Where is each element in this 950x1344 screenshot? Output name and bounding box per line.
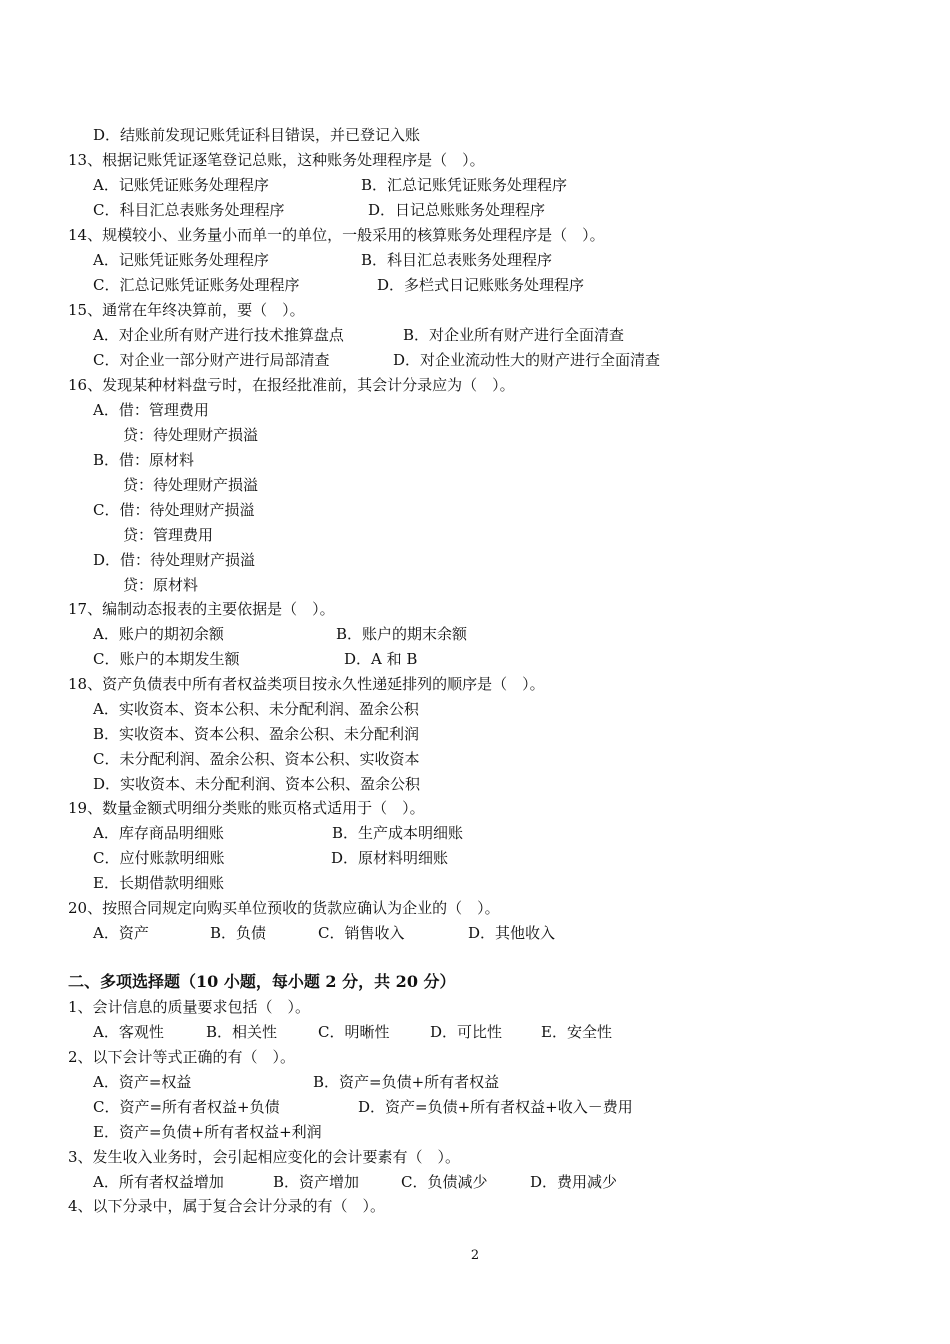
option-text: A．实收资本、资本公积、未分配利润、盈余公积 (93, 700, 419, 718)
option-text: C．账户的本期发生额 (93, 650, 240, 668)
option-text: C．汇总记账凭证账务处理程序 (93, 276, 300, 294)
option-text: A．记账凭证账务处理程序 (93, 176, 269, 194)
section-heading: 二、多项选择题（10 小题，每小题 2 分，共 20 分） (68, 972, 456, 991)
page-number: 2 (470, 1248, 480, 1263)
question-text: 17、编制动态报表的主要依据是（ ）。 (68, 600, 335, 618)
question-text: 15、通常在年终决算前，要（ ）。 (68, 301, 305, 319)
option-subline: 贷：待处理财产损溢 (123, 476, 259, 494)
option-text: D．结账前发现记账凭证科目错误，并已登记入账 (93, 126, 421, 144)
option-text: A．库存商品明细账 (93, 824, 224, 842)
option-text: D．对企业流动性大的财产进行全面清查 (393, 351, 661, 369)
option-text: D．可比性 (430, 1023, 503, 1041)
option-text: D．借：待处理财产损溢 (93, 551, 256, 569)
option-text: A．所有者权益增加 (93, 1173, 224, 1191)
question-text: 13、根据记账凭证逐笔登记总账，这种账务处理程序是（ ）。 (68, 151, 485, 169)
option-text: B．相关性 (206, 1023, 278, 1041)
option-text: E．长期借款明细账 (93, 874, 224, 892)
option-text: C．销售收入 (318, 924, 405, 942)
option-text: D．费用减少 (530, 1173, 618, 1191)
option-text: B．资产增加 (273, 1173, 360, 1191)
option-text: C．借：待处理财产损溢 (93, 501, 255, 519)
option-text: A．对企业所有财产进行技术推算盘点 (93, 326, 344, 344)
option-text: C．资产=所有者权益+负债 (93, 1098, 280, 1116)
question-text: 4、以下分录中，属于复合会计分录的有（ ）。 (68, 1197, 386, 1215)
question-text: 3、发生收入业务时，会引起相应变化的会计要素有（ ）。 (68, 1148, 461, 1166)
option-text: B．科目汇总表账务处理程序 (361, 251, 553, 269)
option-text: A．借：管理费用 (93, 401, 209, 419)
option-text: D．资产=负债+所有者权益+收入－费用 (358, 1098, 633, 1116)
option-text: D．其他收入 (468, 924, 556, 942)
option-text: C．科目汇总表账务处理程序 (93, 201, 285, 219)
question-text: 20、按照合同规定向购买单位预收的货款应确认为企业的（ ）。 (68, 899, 500, 917)
option-text: B．汇总记账凭证账务处理程序 (361, 176, 568, 194)
option-text: B．负债 (210, 924, 267, 942)
option-text: D．多栏式日记账账务处理程序 (377, 276, 585, 294)
option-text: B．实收资本、资本公积、盈余公积、未分配利润 (93, 725, 420, 743)
option-text: B．生产成本明细账 (332, 824, 464, 842)
option-text: C．未分配利润、盈余公积、资本公积、实收资本 (93, 750, 420, 768)
option-text: D．A 和 B (344, 650, 418, 668)
question-text: 19、数量金额式明细分类账的账页格式适用于（ ）。 (68, 799, 425, 817)
option-text: C．应付账款明细账 (93, 849, 225, 867)
question-text: 14、规模较小、业务量小而单一的单位，一般采用的核算账务处理程序是（ ）。 (68, 226, 605, 244)
option-text: E．资产=负债+所有者权益+利润 (93, 1123, 322, 1141)
question-text: 2、以下会计等式正确的有（ ）。 (68, 1048, 296, 1066)
option-text: B．账户的期末余额 (336, 625, 468, 643)
question-text: 16、发现某种材料盘亏时，在报经批准前，其会计分录应为（ ）。 (68, 376, 515, 394)
option-text: C．明晰性 (318, 1023, 390, 1041)
option-text: B．对企业所有财产进行全面清查 (403, 326, 625, 344)
option-text: B．资产=负债+所有者权益 (313, 1073, 500, 1091)
option-text: D．日记总账账务处理程序 (368, 201, 546, 219)
option-text: A．资产=权益 (93, 1073, 192, 1091)
option-text: C．负债减少 (401, 1173, 488, 1191)
option-text: A．资产 (93, 924, 149, 942)
option-text: C．对企业一部分财产进行局部清查 (93, 351, 330, 369)
option-text: D．实收资本、未分配利润、资本公积、盈余公积 (93, 775, 421, 793)
option-text: A．账户的期初余额 (93, 625, 224, 643)
option-text: E．安全性 (541, 1023, 612, 1041)
option-text: A．记账凭证账务处理程序 (93, 251, 269, 269)
option-subline: 贷：待处理财产损溢 (123, 426, 259, 444)
option-text: D．原材料明细账 (331, 849, 449, 867)
option-subline: 贷：管理费用 (123, 526, 214, 544)
option-text: A．客观性 (93, 1023, 164, 1041)
question-text: 1、会计信息的质量要求包括（ ）。 (68, 998, 311, 1016)
option-subline: 贷：原材料 (123, 576, 199, 594)
question-text: 18、资产负债表中所有者权益类项目按永久性递延排列的顺序是（ ）。 (68, 675, 545, 693)
option-text: B．借：原材料 (93, 451, 195, 469)
